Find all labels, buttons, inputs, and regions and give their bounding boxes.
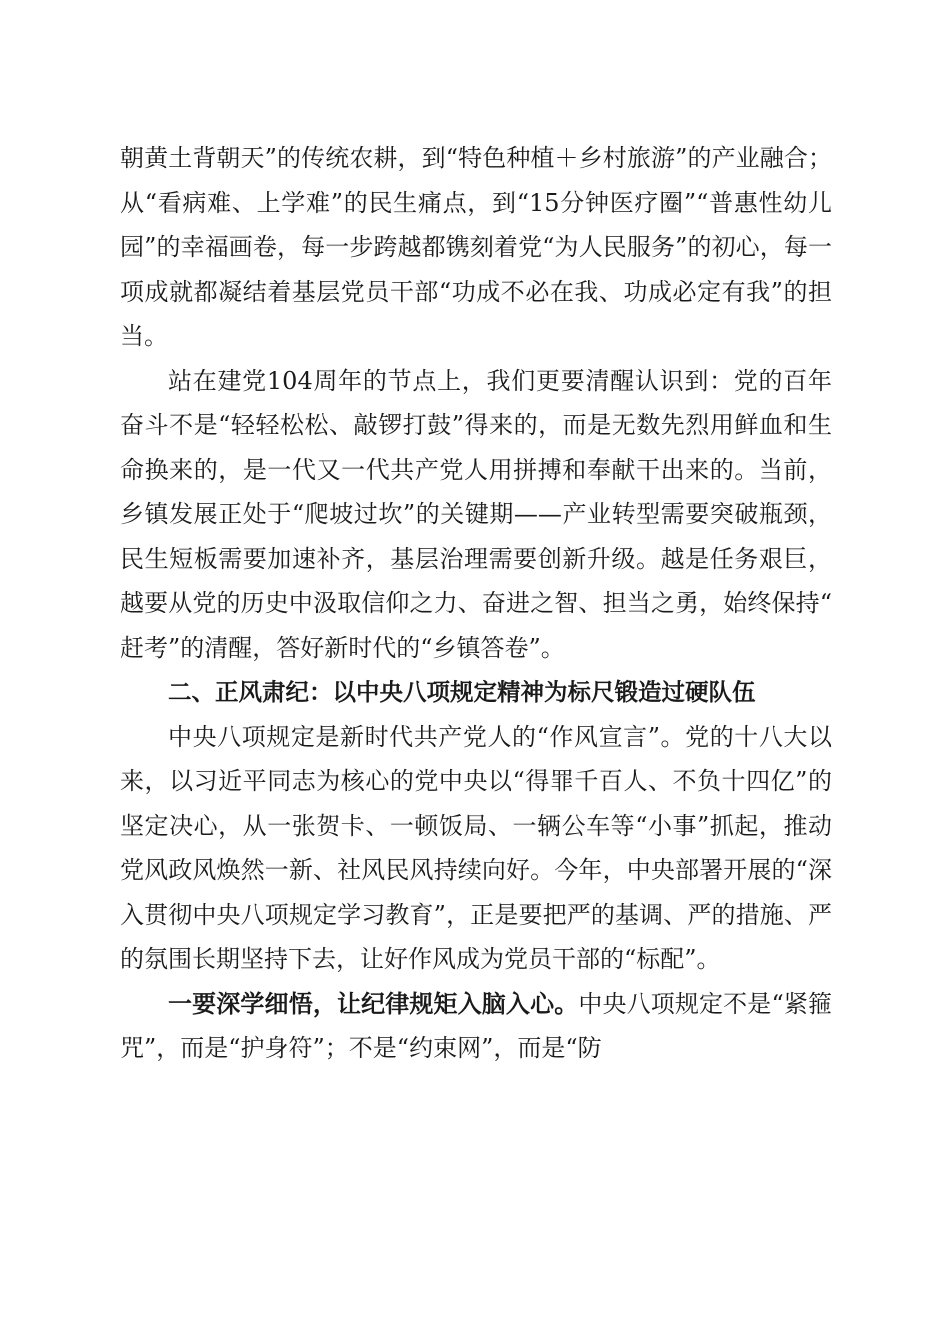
paragraph-continuation: 朝黄土背朝天”的传统农耕，到“特色种植＋乡村旅游”的产业融合；从“看病难、上学难”的民生痛点，到“15分钟医疗圈”“普惠性幼儿园”的幸福画卷，每一步跨越都镌刻着党“为人民服务”的初心，每一项成就都凝结着基层党员干部“功成不必在我、功成必定有我”的担当。 [120, 144, 832, 350]
section-heading: 二、正风肃纪：以中央八项规定精神为标尺锻造过硬队伍 [168, 678, 756, 706]
paragraph-study-discipline [120, 982, 832, 1071]
paragraph-eight-point-regulation: 中央八项规定是新时代共产党人的“作风宣言”。党的十八大以来，以习近平同志为核心的党中央以“得罪千百人、不负十四亿”的坚定决心，从一张贺卡、一顿饭局、一辆公车等“小事”抓起，推动党风政风焕然一新、社风民风持续向好。今年，中央部署开展的“深入贯彻中央八项规定学习教育”，正是要把严的基调、严的措施、严的氛围长期坚持下去，让好作风成为党员干部的“标配”。 [120, 722, 832, 973]
document-body [120, 136, 832, 1071]
paragraph-lead-sentence: 一要深学细悟，让纪律规矩入脑入心。 [168, 989, 579, 1018]
paragraph-party-anniversary: 站在建党104周年的节点上，我们更要清醒认识到：党的百年奋斗不是“轻轻松松、敲锣打鼓”得来的，而是无数先烈用鲜血和生命换来的，是一代又一代共产党人用拼搏和奉献干出来的。当前，乡镇发展正处于“爬坡过坎”的关键期——产业转型需要突破瓶颈，民生短板需要加速补齐，基层治理需要创新升级。越是任务艰巨，越要从党的历史中汲取信仰之力、奋进之智、担当之勇，始终保持“赶考”的清醒，答好新时代的“乡镇答卷”。 [120, 366, 832, 662]
paragraph-body-text: 中央八项规定不是“紧箍咒”，而是“护身符”；不是“约束网”，而是“防 [120, 989, 832, 1062]
